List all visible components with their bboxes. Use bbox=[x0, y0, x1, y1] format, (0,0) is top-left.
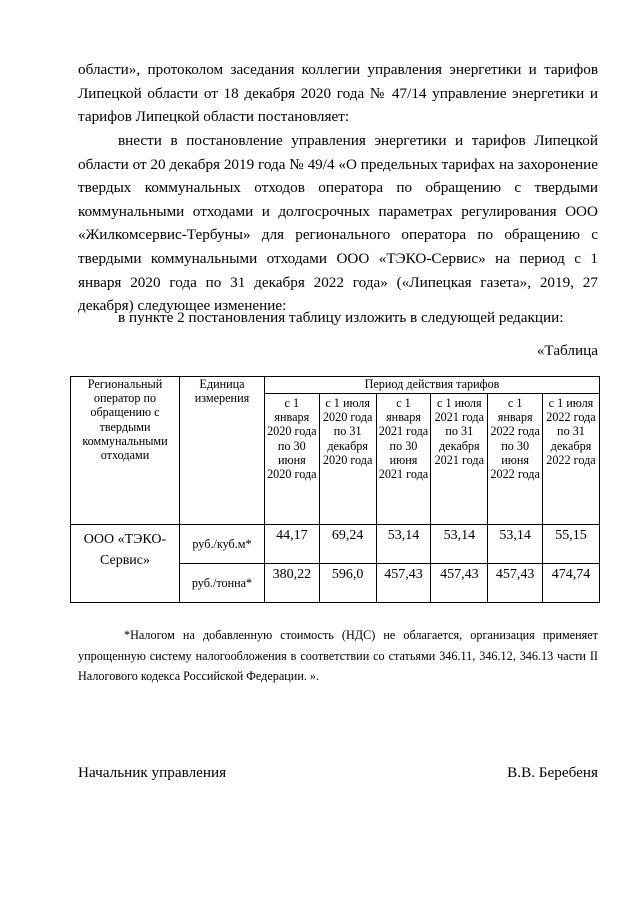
table-row bbox=[71, 525, 600, 564]
unit-cell: руб./куб.м* bbox=[180, 525, 265, 564]
paragraph-decision: внести в постановление управления энергетики и тарифов Липецкой области от 20 декабря 2019 года № 49/4 «О предельных тарифах на захоронение твердых коммунальных отходов оператора по обращению с твердыми коммунальными отходами и долгосрочных параметрах регулирования ООО «Жилкомсервис-Тербуны» для регионального оператора по обращению с твердыми коммунальными отходами ООО «ТЭКО-Сервис» на период с 1 января 2020 года по 31 декабря 2022 года» («Липецкая газета», 2019, 27 декабря) следующее изменение: bbox=[78, 132, 599, 315]
header-operator: Региональный оператор по обращению с твердыми коммунальными отходами bbox=[71, 377, 180, 525]
tariff-value: 55,15 bbox=[542, 525, 599, 564]
footnote-text: *Налогом на добавленную стоимость (НДС) не облагается, организация применяет упрощенную систему налогообложения в соответствии со статьями 346.11, 346.12, 346.13 части II Налогового кодекса Российской Федерации. ». bbox=[78, 628, 598, 683]
paragraph-intro: области», протоколом заседания коллегии управления энергетики и тарифов Липецкой области от 18 декабря 2020 года № 47/14 управление энергетики и тарифов Липецкой области постановляет: bbox=[78, 61, 598, 126]
tariff-value: 380,22 bbox=[265, 564, 320, 603]
footnote bbox=[78, 625, 598, 687]
tariff-value: 53,14 bbox=[488, 525, 543, 564]
tariff-value: 457,43 bbox=[488, 564, 543, 603]
unit-cell: руб./тонна* bbox=[180, 564, 265, 603]
operator-name: ООО «ТЭКО-Сервис» bbox=[71, 525, 180, 603]
tariff-value: 457,43 bbox=[376, 564, 431, 603]
period-header: с 1 января 2022 года по 30 июня 2022 года bbox=[488, 394, 543, 525]
tariff-value: 53,14 bbox=[376, 525, 431, 564]
table-label: «Таблица bbox=[536, 342, 598, 359]
tariff-table bbox=[70, 376, 600, 603]
tariff-value: 474,74 bbox=[542, 564, 599, 603]
period-header: с 1 июля 2022 года по 31 декабря 2022 года bbox=[542, 394, 599, 525]
period-header: с 1 января 2020 года по 30 июня 2020 года bbox=[265, 394, 320, 525]
period-header: с 1 июля 2021 года по 31 декабря 2021 года bbox=[431, 394, 488, 525]
tariff-value: 457,43 bbox=[431, 564, 488, 603]
tariff-value: 69,24 bbox=[319, 525, 376, 564]
paragraph-instruction: в пункте 2 постановления таблицу изложить в следующей редакции: bbox=[118, 309, 564, 326]
period-header: с 1 января 2021 года по 30 июня 2021 года bbox=[376, 394, 431, 525]
signature-name: В.В. Беребеня bbox=[507, 764, 598, 781]
header-period: Период действия тарифов bbox=[265, 377, 600, 394]
tariff-value: 44,17 bbox=[265, 525, 320, 564]
header-unit: Единица измерения bbox=[180, 377, 265, 525]
tariff-value: 53,14 bbox=[431, 525, 488, 564]
period-header: с 1 июля 2020 года по 31 декабря 2020 года bbox=[319, 394, 376, 525]
signature-title: Начальник управления bbox=[78, 764, 227, 781]
tariff-value: 596,0 bbox=[319, 564, 376, 603]
